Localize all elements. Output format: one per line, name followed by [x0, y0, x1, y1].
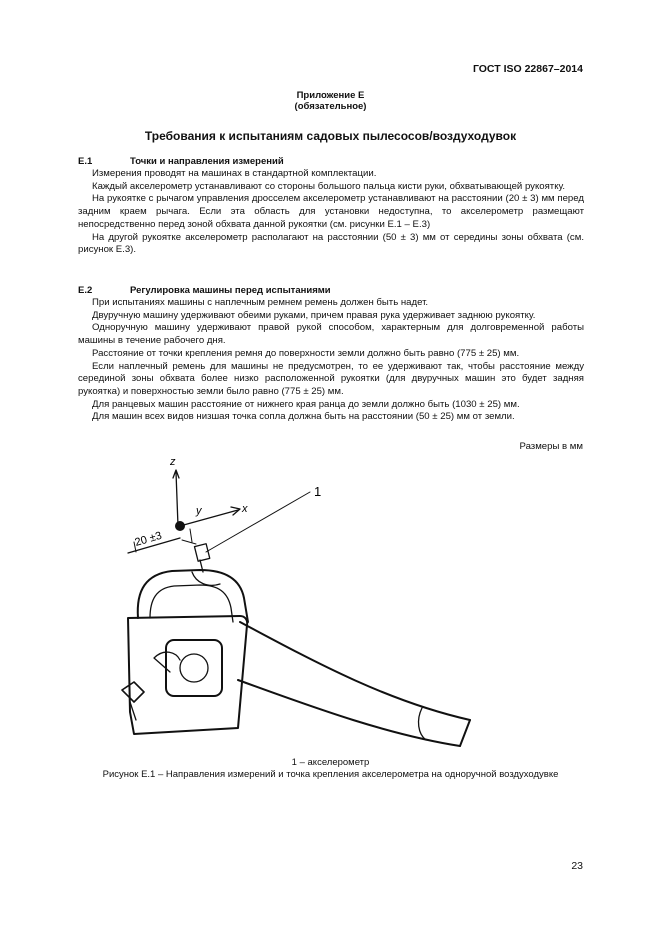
motor-housing	[128, 616, 247, 734]
measurement-point	[175, 521, 185, 531]
standard-code: ГОСТ ISO 22867–2014	[472, 63, 583, 75]
document-title: Требования к испытаниям садовых пылесосов/воздуходувок	[144, 129, 517, 143]
x-axis-label: x	[242, 503, 248, 515]
section-title: Регулировка машины перед испытаниями	[130, 285, 331, 296]
section-heading	[78, 285, 584, 297]
section-number: Е.1	[78, 156, 93, 167]
x-axis-line	[180, 510, 238, 526]
tube-joint	[419, 708, 426, 740]
paragraph: Для ранцевых машин расстояние от нижнего края ранца до земли должно быть (1030 ± 25) мм.	[92, 398, 520, 410]
section-body	[78, 297, 584, 424]
nozzle-end	[460, 720, 470, 746]
section-number: Е.2	[78, 285, 93, 296]
tube-lower	[238, 680, 460, 746]
extension-line	[182, 540, 196, 544]
y-axis-label: y	[196, 505, 202, 517]
dimensions-note: Размеры в мм	[519, 441, 583, 452]
paragraph: Двуручную машину удерживают обеими руками, причем правая рука удерживает заднюю рукоятку.	[92, 309, 536, 321]
engine-cover	[166, 640, 222, 696]
paragraph: Если наплечный ремень для машины не предусмотрен, то ее удерживают так, чтобы расстояние между серединой зоны обхвата более низко расположенной рукоятки (для двуручных машин это будет задняя рукоятка) и поверхностью земли было равно (775 ± 25) мм.	[78, 360, 584, 397]
dimension-tick	[190, 529, 192, 542]
callout-number: 1	[314, 484, 322, 499]
figure-caption: Рисунок Е.1 – Направления измерений и точка крепления акселерометра на одноручной воздуходувке	[102, 769, 559, 780]
trigger	[192, 572, 220, 585]
section-title: Точки и направления измерений	[130, 156, 284, 167]
paragraph: На рукоятке с рычагом управления дросселем акселерометр устанавливают на расстоянии (20 ± 3) мм перед задним краем рычага. Если эта область для установки недоступна, то акселерометр размещают непосредственно перед зоной обхвата данной рукоятки (см. рисунки Е.1 – Е.3)	[78, 193, 584, 230]
paragraph: Для машин всех видов низшая точка сопла должна быть на расстоянии (50 ± 25) мм от земли.	[92, 411, 515, 423]
paragraph: Расстояние от точки крепления ремня до поверхности земли должно быть равно (775 ± 25) мм.	[92, 347, 520, 359]
paragraph: Одноручную машину удерживают правой рукой способом, характерным для долговременной работы машины в течение рабочего дня.	[78, 322, 584, 347]
tube-upper	[240, 622, 470, 720]
dimension-label: 20 ±3	[133, 529, 164, 549]
z-axis-line	[176, 472, 178, 526]
fuel-cap	[122, 682, 144, 702]
leader-line	[206, 492, 310, 552]
accelerometer-body	[194, 544, 209, 561]
figure-legend: 1 – акселерометр	[291, 757, 370, 768]
paragraph: Измерения проводят на машинах в стандартной комплектации.	[92, 168, 377, 179]
appendix-subtitle: (обязательное)	[294, 101, 367, 112]
paragraph: Каждый акселерометр устанавливают со стороны большого пальца кисти руки, обхватывающей рукоятку.	[92, 180, 566, 192]
paragraph: При испытаниях машины с наплечным ремнем ремень должен быть надет.	[92, 297, 429, 308]
page-number: 23	[571, 860, 583, 872]
section-heading	[78, 156, 584, 168]
paragraph: На другой рукоятке акселерометр располагают на расстоянии (50 ± 3) мм от середины зоны обхвата (см. рисунок Е.3).	[78, 231, 584, 256]
appendix-title: Приложение Е	[296, 90, 365, 101]
section-body	[78, 168, 584, 257]
z-axis-label: z	[170, 456, 176, 468]
blower-figure	[100, 450, 580, 750]
engine-circle	[180, 654, 208, 682]
